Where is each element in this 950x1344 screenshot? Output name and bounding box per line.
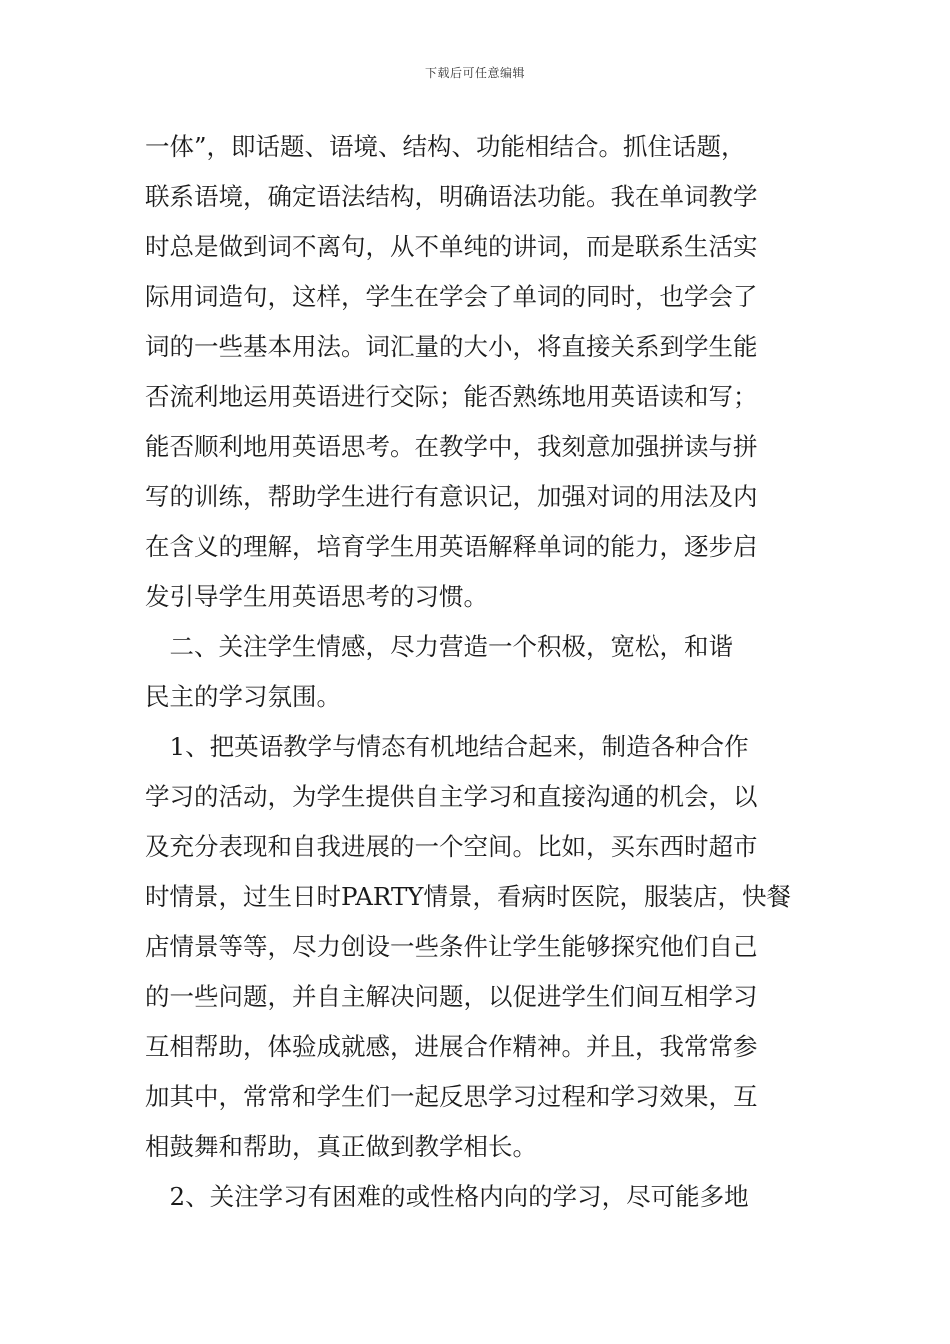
text-line: 时总是做到词不离句，从不单纯的讲词，而是联系生活实 (145, 232, 758, 261)
document-body (145, 122, 807, 1222)
text-line: 时情景，过生日时PARTY情景，看病时医院，服装店，快餐 (145, 882, 791, 911)
text-line: 际用词造句，这样，学生在学会了单词的同时，也学会了 (145, 282, 758, 311)
text-line: 写的训练，帮助学生进行有意识记，加强对词的用法及内 (145, 482, 758, 511)
text-line: 在含义的理解，培育学生用英语解释单词的能力，逐步启 (145, 532, 758, 561)
text-line: 相鼓舞和帮助，真正做到教学相长。 (145, 1132, 537, 1161)
text-line: 词的一些基本用法。词汇量的大小，将直接关系到学生能 (145, 332, 758, 361)
text-line: 能否顺利地用英语思考。在教学中，我刻意加强拼读与拼 (145, 432, 758, 461)
text-line: 民主的学习氛围。 (145, 682, 341, 711)
page-header: 下载后可任意编辑 (424, 66, 525, 80)
numbered-item-line: 2、关注学习有困难的或性格内向的学习，尽可能多地 (145, 1182, 749, 1211)
text-line: 及充分表现和自我进展的一个空间。比如，买东西时超市 (145, 832, 758, 861)
text-line: 否流利地运用英语进行交际；能否熟练地用英语读和写； (145, 382, 758, 411)
text-line: 互相帮助，体验成就感，进展合作精神。并且，我常常参 (145, 1032, 758, 1061)
text-line: 学习的活动，为学生提供自主学习和直接沟通的机会，以 (145, 782, 758, 811)
text-line: 加其中，常常和学生们一起反思学习过程和学习效果，互 (145, 1082, 758, 1111)
section-heading-line: 二、关注学生情感，尽力营造一个积极，宽松，和谐 (145, 632, 733, 661)
text-line: 店情景等等，尽力创设一些条件让学生能够探究他们自己 (145, 932, 758, 961)
text-line: 一体”，即话题、语境、结构、功能相结合。抓住话题， (145, 132, 746, 161)
text-line: 发引导学生用英语思考的习惯。 (145, 582, 488, 611)
numbered-item-line: 1、把英语教学与情态有机地结合起来，制造各种合作 (145, 732, 749, 761)
text-line: 联系语境，确定语法结构，明确语法功能。我在单词教学 (145, 182, 758, 211)
text-line: 的一些问题，并自主解决问题，以促进学生们间互相学习 (145, 982, 758, 1011)
